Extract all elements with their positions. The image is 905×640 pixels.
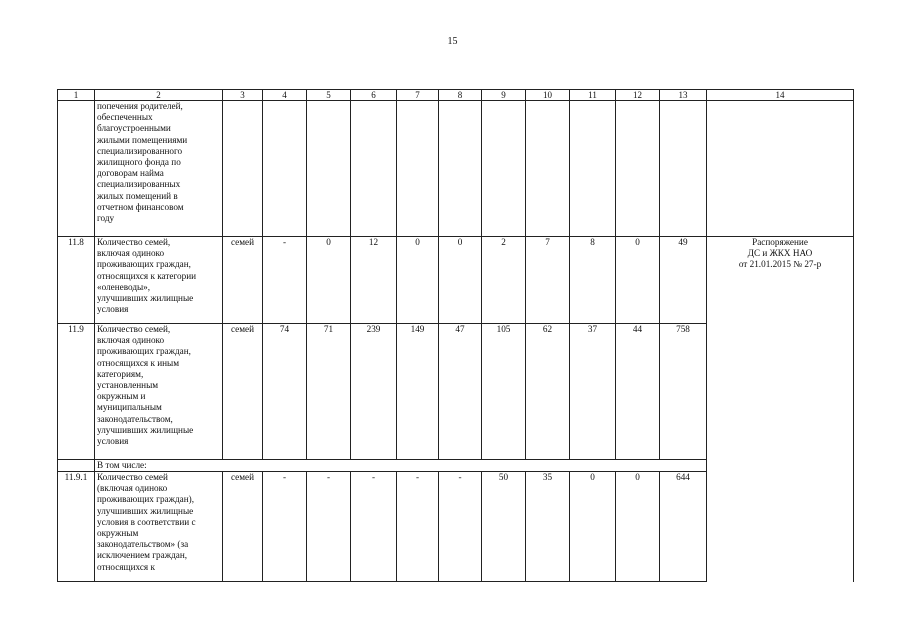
value-cell: 2 <box>482 237 526 324</box>
value-cell: 37 <box>570 324 616 460</box>
indicator-table <box>57 89 854 582</box>
header-cell: 10 <box>526 90 570 101</box>
row-number-cell: 11.9.1 <box>58 472 95 582</box>
note-cell <box>707 101 854 237</box>
value-cell: 105 <box>482 324 526 460</box>
indicator-text: Количество семей, включая одиноко проживающих граждан, относящихся к иным категориям, установленным окружным и муниципальным законодательством, улучшивших жилищные условия <box>95 324 223 460</box>
table-row <box>58 237 854 324</box>
value-cell: 7 <box>526 237 570 324</box>
value-cell: 50 <box>482 472 526 582</box>
header-cell: 12 <box>616 90 660 101</box>
value-cell <box>439 101 482 237</box>
header-cell: 8 <box>439 90 482 101</box>
header-cell: 14 <box>707 90 854 101</box>
value-cell: 35 <box>526 472 570 582</box>
header-cell: 11 <box>570 90 616 101</box>
value-cell: - <box>263 237 307 324</box>
table-row <box>58 101 854 237</box>
value-cell: 0 <box>439 237 482 324</box>
indicator-text: Количество семей, включая одиноко проживающих граждан, относящихся к категории «оленеводы», улучшивших жилищные условия <box>95 237 223 324</box>
subheading-text: В том числе: <box>95 460 707 472</box>
value-cell: 44 <box>616 324 660 460</box>
header-cell: 4 <box>263 90 307 101</box>
indicator-text: попечения родителей, обеспеченных благоустроенными жилыми помещениями специализированного жилищного фонда по договорам найма специализированных жилых помещений в отчетном финансовом году <box>95 101 223 237</box>
header-cell: 9 <box>482 90 526 101</box>
header-cell: 1 <box>58 90 95 101</box>
value-cell <box>263 101 307 237</box>
value-cell: - <box>351 472 397 582</box>
value-cell <box>660 101 707 237</box>
value-cell <box>351 101 397 237</box>
value-cell: 62 <box>526 324 570 460</box>
value-cell <box>616 101 660 237</box>
value-cell <box>482 101 526 237</box>
value-cell: 0 <box>616 237 660 324</box>
value-cell: 47 <box>439 324 482 460</box>
row-number-cell: 11.9 <box>58 324 95 460</box>
value-cell: 758 <box>660 324 707 460</box>
unit-cell: семей <box>223 324 263 460</box>
value-cell: - <box>439 472 482 582</box>
value-cell: - <box>397 472 439 582</box>
value-cell: 0 <box>616 472 660 582</box>
header-cell: 2 <box>95 90 223 101</box>
value-cell: 239 <box>351 324 397 460</box>
header-cell: 3 <box>223 90 263 101</box>
value-cell <box>526 101 570 237</box>
header-cell: 6 <box>351 90 397 101</box>
header-cell: 5 <box>307 90 351 101</box>
header-cell: 7 <box>397 90 439 101</box>
row-number-cell <box>58 460 95 472</box>
value-cell: 71 <box>307 324 351 460</box>
note-cell: Распоряжение ДС и ЖКХ НАО от 21.01.2015 № 27-р <box>707 237 854 582</box>
value-cell <box>397 101 439 237</box>
value-cell: 8 <box>570 237 616 324</box>
value-cell: 0 <box>397 237 439 324</box>
unit-cell: семей <box>223 472 263 582</box>
row-number-cell <box>58 101 95 237</box>
value-cell <box>570 101 616 237</box>
column-numbers-row <box>58 90 854 101</box>
page-number: 15 <box>447 36 458 47</box>
value-cell: 0 <box>307 237 351 324</box>
value-cell: - <box>307 472 351 582</box>
value-cell: 74 <box>263 324 307 460</box>
value-cell: 644 <box>660 472 707 582</box>
value-cell <box>307 101 351 237</box>
unit-cell: семей <box>223 237 263 324</box>
value-cell: 12 <box>351 237 397 324</box>
value-cell: 0 <box>570 472 616 582</box>
header-cell: 13 <box>660 90 707 101</box>
unit-cell <box>223 101 263 237</box>
value-cell: 49 <box>660 237 707 324</box>
value-cell: - <box>263 472 307 582</box>
row-number-cell: 11.8 <box>58 237 95 324</box>
value-cell: 149 <box>397 324 439 460</box>
indicator-text: Количество семей (включая одиноко проживающих граждан), улучшивших жилищные условия в соответствии с окружным законодательством» (за исключением граждан, относящихся к <box>95 472 223 582</box>
